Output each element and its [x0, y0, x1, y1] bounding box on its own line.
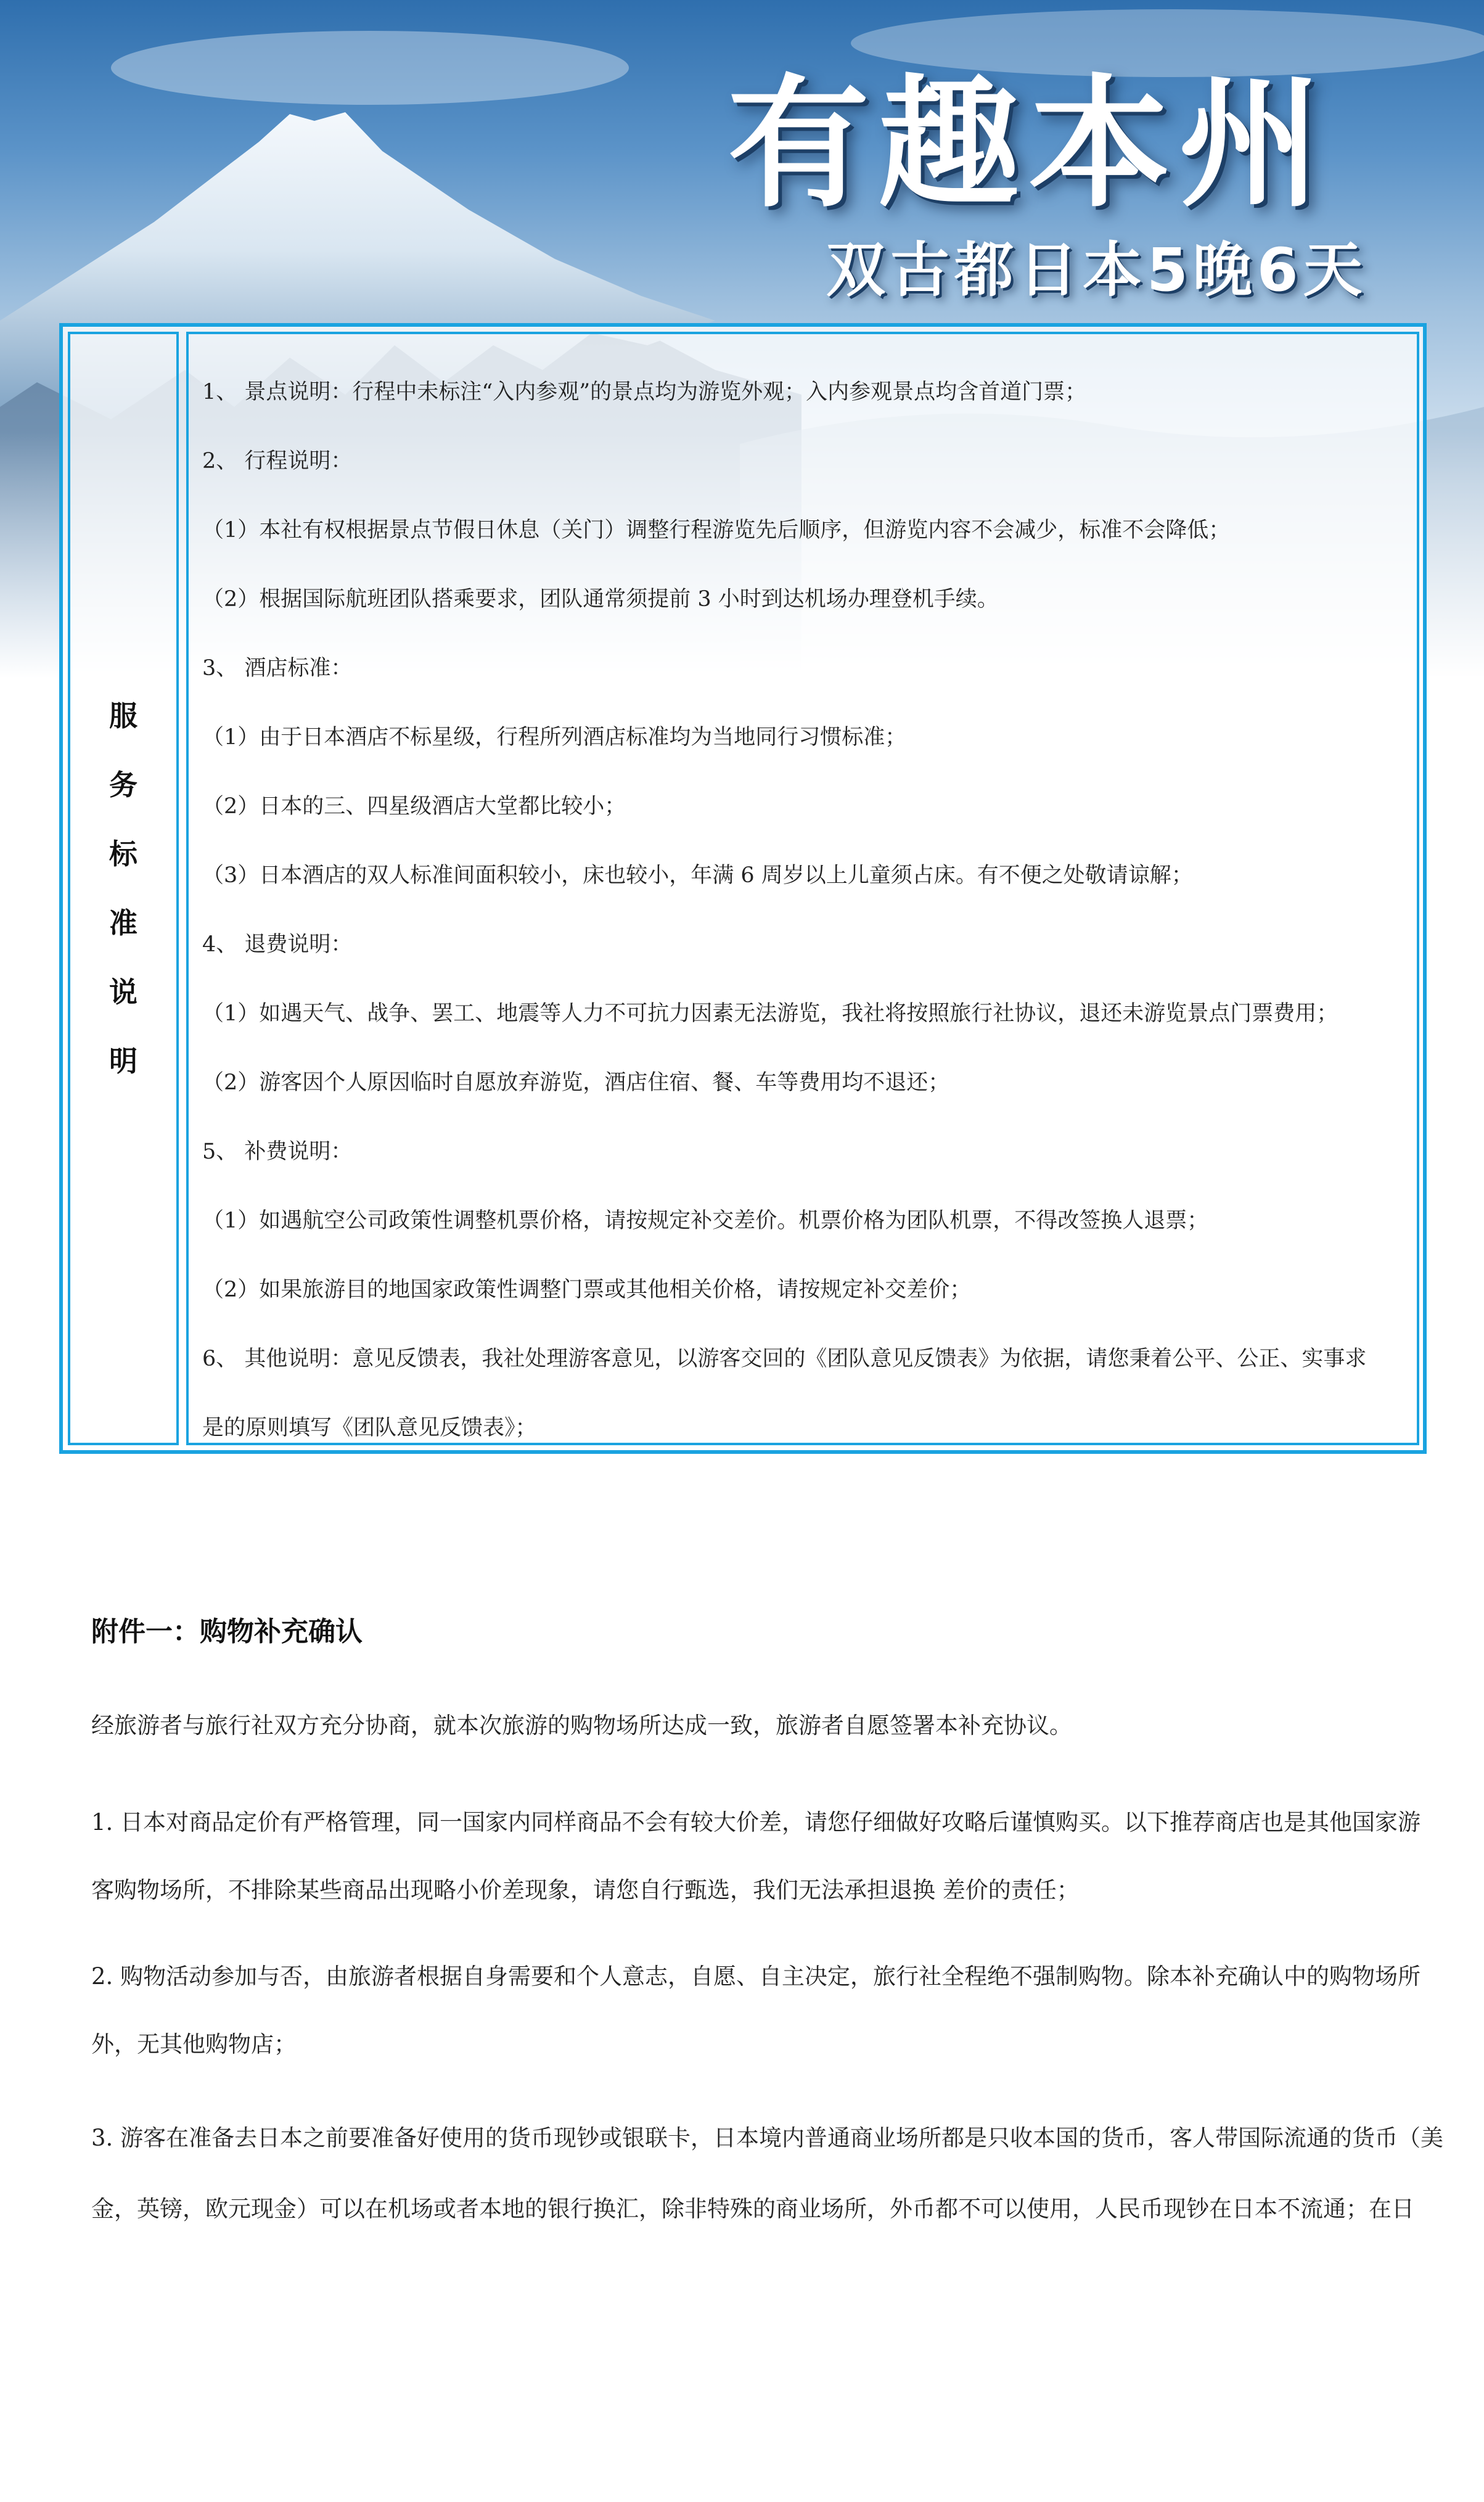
service-line: 4、 退费说明：: [202, 932, 353, 957]
service-standards-table: [59, 323, 1427, 1454]
service-line: （2）根据国际航班团队搭乘要求，团队通常须提前 3 小时到达机场办理登机手续。: [202, 587, 999, 612]
service-label-line: 服务: [109, 699, 137, 802]
service-line: 6、 其他说明：意见反馈表，我社处理游客意见，以游客交回的《团队意见反馈表》为依据，请您秉着公平、公正、实事求: [202, 1347, 1367, 1371]
service-content-cell: [186, 332, 1419, 1445]
appendix-paragraph-line: 3. 游客在准备去日本之前要准备好使用的货币现钞或银联卡，日本境内普通商业场所都是只收本国的货币，客人带国际流通的货币（美: [91, 2125, 1444, 2151]
service-line: 2、 行程说明：: [202, 449, 353, 474]
hero-subtitle: 双古都日本5晚6天: [826, 236, 1367, 305]
service-line: 3、 酒店标准：: [202, 656, 353, 681]
appendix-paragraph-line: 外，无其他购物店；: [91, 2031, 297, 2057]
service-line: （2）如果旅游目的地国家政策性调整门票或其他相关价格，请按规定补交差价；: [202, 1278, 972, 1302]
service-line: 是的原则填写《团队意见反馈表》；: [202, 1416, 537, 1440]
appendix-paragraph-line: 客购物场所，不排除某些商品出现略小价差现象，请您自行甄选，我们无法承担退换 差价的责任；: [91, 1877, 1080, 1903]
service-line: （3）日本酒店的双人标准间面积较小，床也较小，年满 6 周岁以上儿童须占床。有不便之处敬请谅解；: [202, 863, 1193, 888]
service-line: （1）本社有权根据景点节假日休息（关门）调整行程游览先后顺序，但游览内容不会减少，标准不会降低；: [202, 518, 1231, 543]
appendix-paragraph-line: 金，英镑，欧元现金）可以在机场或者本地的银行换汇，除非特殊的商业场所，外币都不可以使用，人民币现钞在日本不流通；在日: [91, 2196, 1414, 2222]
appendix-title: 附件一：购物补充确认: [91, 1616, 363, 1647]
appendix-paragraph-line: 2. 购物活动参加与否，由旅游者根据自身需要和个人意志，自愿、自主决定，旅行社全程绝不强制购物。除本补充确认中的购物场所: [91, 1963, 1421, 1990]
service-line: （2）日本的三、四星级酒店大堂都比较小；: [202, 794, 626, 819]
appendix-paragraph-line: 1. 日本对商品定价有严格管理，同一国家内同样商品不会有较大价差，请您仔细做好攻略后谨慎购买。以下推荐商店也是其他国家游: [91, 1809, 1421, 1835]
service-label-line: 说明: [109, 975, 137, 1078]
service-label: [99, 681, 148, 1096]
hero-title: 有趣本州: [728, 62, 1330, 227]
service-line: （1）如遇天气、战争、罢工、地震等人力不可抗力因素无法游览，我社将按照旅行社协议，退还未游览景点门票费用；: [202, 1001, 1338, 1026]
service-line: 1、 景点说明：行程中未标注“入内参观”的景点均为游览外观；入内参观景点均含首道门票；: [202, 380, 1087, 404]
service-label-line: 标准: [109, 837, 137, 940]
appendix-intro: 经旅游者与旅行社双方充分协商，就本次旅游的购物场所达成一致，旅游者自愿签署本补充协议。: [91, 1712, 1072, 1739]
service-line: （1）由于日本酒店不标星级，行程所列酒店标准均为当地同行习惯标准；: [202, 725, 907, 750]
service-line: （2）游客因个人原因临时自愿放弃游览，酒店住宿、餐、车等费用均不退还；: [202, 1070, 950, 1095]
service-label-cell: [68, 332, 179, 1445]
service-line: （1）如遇航空公司政策性调整机票价格，请按规定补交差价。机票价格为团队机票，不得改签换人退票；: [202, 1208, 1209, 1233]
service-line: 5、 补费说明：: [202, 1139, 353, 1164]
